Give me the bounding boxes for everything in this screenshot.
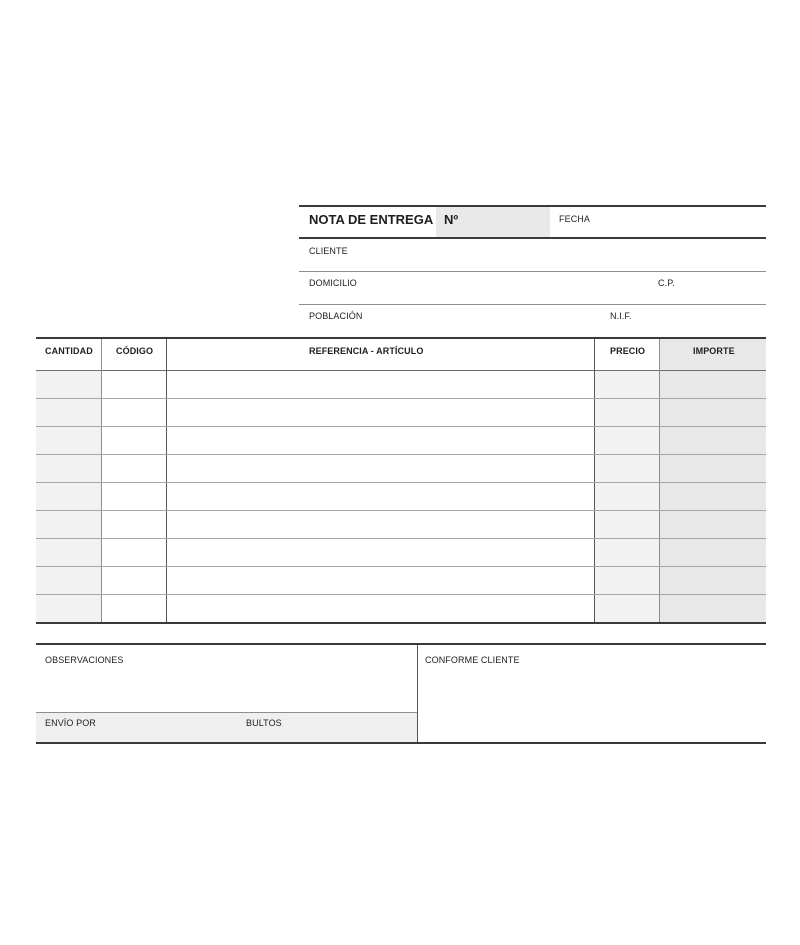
column-separator [659,339,660,623]
column-header-price: PRECIO [610,346,646,356]
column-separator [101,339,102,623]
table-header-underline [36,370,766,371]
number-label: Nº [444,212,459,227]
town-label: POBLACIÓN [309,311,363,321]
table-row-divider [36,482,766,483]
price-column-shade [594,371,659,623]
customer-approval-label: CONFORME CLIENTE [425,655,520,665]
table-row-divider [36,454,766,455]
quantity-column-shade [36,371,101,623]
observations-label: OBSERVACIONES [45,655,124,665]
table-row-divider [36,538,766,539]
observations-divider [36,712,417,713]
header-title-underline [299,237,766,239]
amount-column-shade [659,339,766,623]
footer-bottom-border [36,742,766,744]
client-row-divider [299,271,766,272]
shipping-label: ENVÍO POR [45,718,96,728]
table-top-border [36,337,766,339]
document-title: NOTA DE ENTREGA [309,212,434,227]
packages-label: BULTOS [246,718,282,728]
table-row-divider [36,566,766,567]
table-row-divider [36,398,766,399]
address-label: DOMICILIO [309,278,357,288]
column-header-quantity: CANTIDAD [45,346,93,356]
postal-code-label: C.P. [658,278,675,288]
column-header-code: CÓDIGO [116,346,154,356]
client-label: CLIENTE [309,246,348,256]
address-row-divider [299,304,766,305]
column-separator [166,339,167,623]
table-row-divider [36,510,766,511]
column-header-amount: IMPORTE [693,346,735,356]
footer-column-separator [417,645,418,742]
footer-top-border [36,643,766,645]
column-separator [594,339,595,623]
nif-label: N.I.F. [610,311,632,321]
table-row-divider [36,426,766,427]
date-label: FECHA [559,214,591,224]
table-bottom-border [36,622,766,624]
table-row-divider [36,594,766,595]
column-header-reference: REFERENCIA - ARTÍCULO [309,346,424,356]
